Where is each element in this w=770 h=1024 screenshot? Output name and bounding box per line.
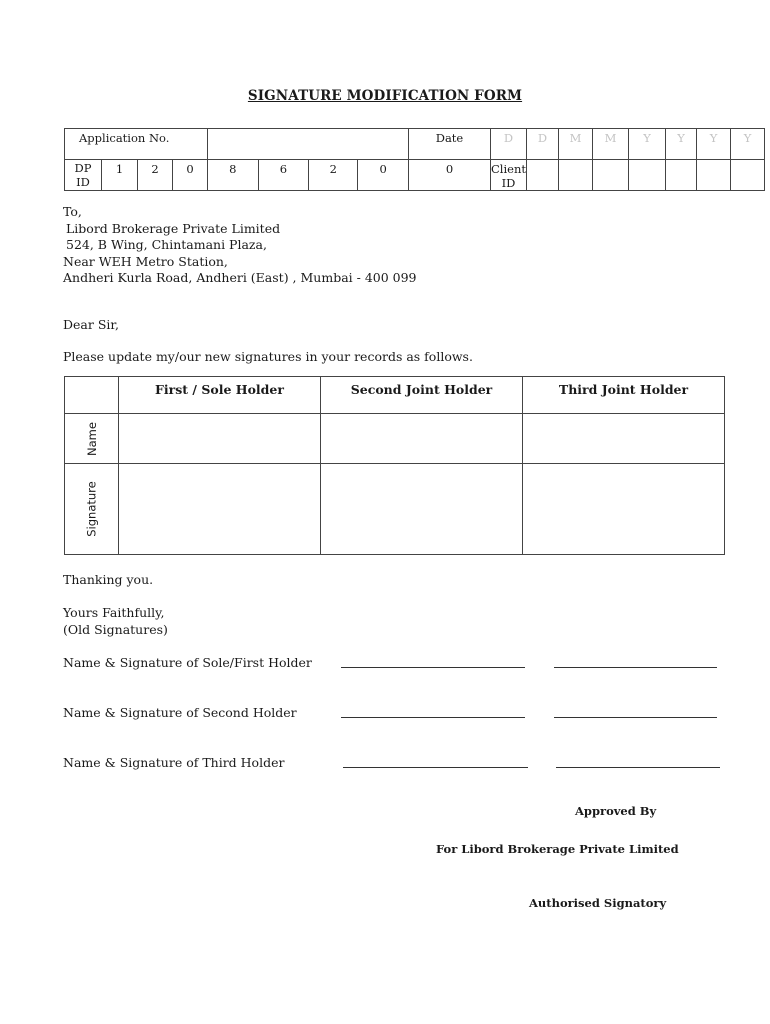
signature-table: [64, 376, 725, 555]
client-id-box[interactable]: [559, 160, 593, 191]
dp-id-label: [65, 160, 102, 191]
address-company: Libord Brokerage Private Limited: [66, 220, 281, 236]
address-block: [63, 204, 417, 287]
date-box[interactable]: M: [593, 129, 629, 160]
client-id-box[interactable]: [593, 160, 629, 191]
dp-id-digit: 0: [173, 160, 208, 191]
old-signatures-note: (Old Signatures): [63, 622, 168, 637]
client-id-label: Client ID: [491, 160, 527, 191]
application-row: [65, 129, 765, 160]
signature-row: [65, 464, 725, 555]
date-label: Date: [409, 129, 491, 160]
header-third-holder: Third Joint Holder: [523, 377, 725, 414]
header-second-holder: Second Joint Holder: [321, 377, 523, 414]
second-holder-name-field[interactable]: [321, 414, 523, 464]
date-box[interactable]: Y: [731, 129, 765, 160]
salutation: Dear Sir,: [63, 317, 119, 332]
authorised-signatory: Authorised Signatory: [529, 896, 667, 910]
second-holder-signature-field[interactable]: [321, 464, 523, 555]
dp-id-digit: 6: [258, 160, 309, 191]
date-box[interactable]: Y: [629, 129, 666, 160]
first-holder-signature-field[interactable]: [119, 464, 321, 555]
dp-id-row: [65, 160, 765, 191]
name-row-label: Name: [84, 421, 99, 456]
request-text: Please update my/our new signatures in your records as follows.: [63, 349, 473, 364]
header-blank-cell: [65, 377, 119, 414]
application-no-input[interactable]: [208, 129, 409, 160]
date-box[interactable]: D: [527, 129, 559, 160]
dp-id-digit: 8: [208, 160, 259, 191]
holder2-signature-line[interactable]: [554, 717, 717, 718]
header-first-holder: First / Sole Holder: [119, 377, 321, 414]
signature-row-label: Signature: [84, 481, 99, 537]
yours-faithfully: Yours Faithfully,: [63, 605, 165, 620]
client-id-box[interactable]: [629, 160, 666, 191]
dp-id-digit: 2: [309, 160, 358, 191]
first-holder-name-field[interactable]: [119, 414, 321, 464]
holder3-signature-line[interactable]: [556, 767, 720, 768]
signature-table-header-row: [65, 377, 725, 414]
address-line3: Andheri Kurla Road, Andheri (East) , Mumbai - 400 099: [63, 270, 417, 285]
date-box[interactable]: Y: [666, 129, 697, 160]
dp-id-label-line2: ID: [76, 175, 90, 189]
dp-id-digit: 0: [409, 160, 491, 191]
for-company: For Libord Brokerage Private Limited: [436, 842, 679, 856]
client-id-box[interactable]: [731, 160, 765, 191]
date-box[interactable]: Y: [697, 129, 731, 160]
form-title: SIGNATURE MODIFICATION FORM: [247, 88, 523, 104]
date-box[interactable]: M: [559, 129, 593, 160]
holder2-label: Name & Signature of Second Holder: [63, 705, 297, 720]
address-to: To,: [63, 204, 82, 219]
holder1-label: Name & Signature of Sole/First Holder: [63, 655, 312, 670]
client-id-box[interactable]: [666, 160, 697, 191]
approved-by: Approved By: [575, 804, 657, 818]
dp-id-digit: 1: [102, 160, 138, 191]
third-holder-signature-field[interactable]: [523, 464, 725, 555]
dp-id-label-line1: DP: [74, 161, 92, 175]
thanks-text: Thanking you.: [63, 572, 154, 587]
address-line2: Near WEH Metro Station,: [63, 253, 228, 269]
dp-id-digit: 2: [138, 160, 173, 191]
name-row-label-cell: [65, 414, 119, 464]
holder1-signature-line[interactable]: [554, 667, 717, 668]
holder3-name-line[interactable]: [343, 767, 528, 768]
third-holder-name-field[interactable]: [523, 414, 725, 464]
date-box[interactable]: D: [491, 129, 527, 160]
name-row: [65, 414, 725, 464]
client-id-box[interactable]: [527, 160, 559, 191]
client-id-box[interactable]: [697, 160, 731, 191]
address-line1: 524, B Wing, Chintamani Plaza,: [66, 237, 267, 252]
holder2-name-line[interactable]: [341, 717, 525, 718]
holder1-name-line[interactable]: [341, 667, 525, 668]
signature-row-label-cell: [65, 464, 119, 555]
holder3-label: Name & Signature of Third Holder: [63, 755, 285, 770]
dp-id-digit: 0: [358, 160, 409, 191]
application-no-label: Application No.: [65, 129, 208, 160]
application-table: [64, 128, 765, 191]
